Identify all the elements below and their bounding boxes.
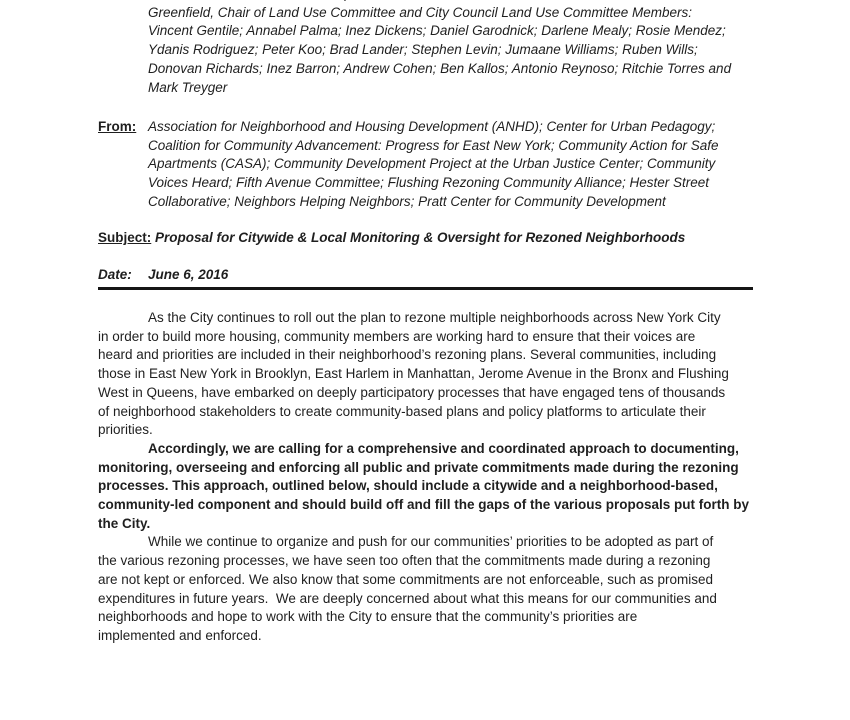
body-text-line: community-led component and should build off and fill the gaps of the various proposals put forth by [98,497,750,513]
header-divider-rule [98,287,753,290]
memo-from-row [98,118,798,212]
memo-to-line: Mark Treyger [148,79,228,95]
body-text-line: the various rezoning processes, we have seen too often that the commitments made during a rezoning [98,553,711,569]
memo-date-text: June 6, 2016 [148,267,229,282]
body-text-line: of neighborhood stakeholders to create community-based plans and policy platforms to articulate their [98,403,706,419]
memo-subject-text: Proposal for Citywide & Local Monitoring & Oversight for Rezoned Neighborhoods [155,230,686,245]
memo-from-line: Coalition for Community Advancement: Progress for East New York; Community Action for Safe [148,137,719,153]
memo-body [98,309,798,646]
memo-subject-content [98,229,798,248]
memo-to-line: Ydanis Rodriguez; Peter Koo; Brad Lander; Stephen Levin; Jumaane Williams; Ruben Wills; [148,42,698,58]
memo-to-line: Vincent Gentile; Annabel Palma; Inez Dickens; Daniel Garodnick; Darlene Mealy; Rosie Mendez; [148,23,726,39]
body-text-line: monitoring, overseeing and enforcing all public and private commitments made during the rezoning [98,459,739,475]
body-text-line: As the City continues to roll out the plan to rezone multiple neighborhoods across New York City [148,310,721,325]
memo-to-recipients-block [148,0,808,97]
memo-date-row [98,266,798,285]
body-text-line: expenditures in future years. We are deeply concerned about what this means for our communities and [98,590,717,606]
body-text-line: processes. This approach, outlined below, should include a citywide and a neighborhood-based, [98,478,718,494]
body-text-line: priorities. [98,422,153,438]
body-paragraph-call-to-action [98,440,798,534]
body-text-line: those in East New York in Brooklyn, East Harlem in Manhattan, Jerome Avenue in the Bronx and Flushing [98,366,729,382]
body-text-line: heard and priorities are included in their neighborhood’s rezoning plans. Several communities, including [98,347,717,363]
date-label: Date: [98,267,132,282]
body-text-line: Accordingly, we are calling for a comprehensive and coordinated approach to documenting, [148,440,739,456]
subject-label: Subject: [98,230,152,245]
memo-from-line: Voices Heard; Fifth Avenue Committee; Flushing Rezoning Community Alliance; Hester Street [148,175,709,191]
body-paragraph-intro [98,309,798,440]
from-label: From: [98,119,137,134]
memo-date-content [98,266,798,285]
body-text-line: neighborhoods and hope to work with the City to ensure that the community’s priorities are [98,609,638,625]
memo-from-line: Association for Neighborhood and Housing Development (ANHD); Center for Urban Pedagogy; [148,119,716,134]
memo-from-line: Collaborative; Neighbors Helping Neighbors; Pratt Center for Community Development [148,193,666,209]
body-text-line: West in Queens, have embarked on deeply participatory processes that have engaged tens of thousands [98,384,726,400]
memo-to-line: Greenfield, Chair of Land Use Committee and City Council Land Use Committee Members: [148,4,692,20]
body-text-line: in order to build more housing, community members are working hard to ensure that their voices are [98,328,696,344]
memo-from-line: Apartments (CASA); Community Development Project at the Urban Justice Center; Community [148,156,716,172]
body-text-line: While we continue to organize and push for our communities’ priorities to be adopted as part of [148,534,714,550]
body-text-line: implemented and enforced. [98,627,262,643]
body-text-line: the City. [98,515,151,531]
body-paragraph-concerns [98,533,798,645]
memo-from-organizations [98,118,798,212]
memo-to-line: Donovan Richards; Inez Barron; Andrew Cohen; Ben Kallos; Antonio Reynoso; Ritchie Torres and [148,60,732,76]
body-text-line: are not kept or enforced. We also know that some commitments are not enforceable, such as promised [98,571,714,587]
memo-subject-row [98,229,798,248]
